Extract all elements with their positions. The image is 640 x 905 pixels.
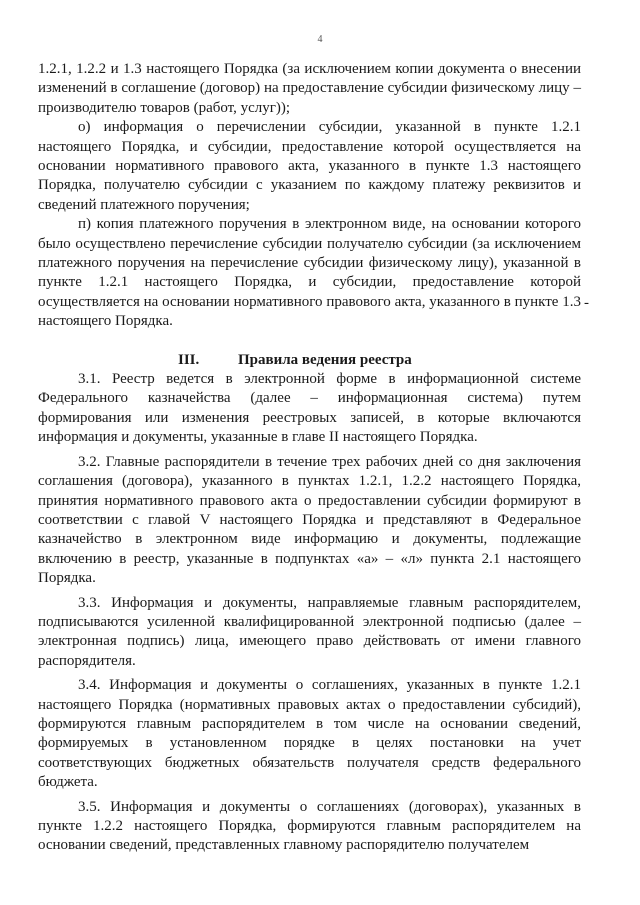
margin-mark: - bbox=[584, 295, 589, 311]
paragraph-3-2: 3.2. Главные распорядители в течение трех рабочих дней со дня заключения соглашения (договора), указанного в пунктах 1.2.1, 1.2.2 настоящего Порядка, принятия нормативного правового акта о предоставлении субсидии формируют в соответствии с главой V настоящего Порядка и представляют в Федеральное казначейство в электронном виде информацию и документы, подлежащие включению в реестр, указанные в подпунктах «а» – «л» пункта 2.1 настоящего Порядка. bbox=[38, 453, 581, 587]
document-body bbox=[38, 60, 581, 856]
paragraph-item-p: п) копия платежного поручения в электронном виде, на основании которого было осуществлено перечисление субсидии получателю субсидии (за исключением платежного поручения на перечисление субсидии физическому лицу), указанной в пункте 1.2.1 настоящего Порядка, и субсидии, предоставление которой осуществляется на основании нормативного правового акта, указанного в пункте 1.3 настоящего Порядка. bbox=[38, 216, 581, 330]
paragraph-item-o: о) информация о перечислении субсидии, указанной в пункте 1.2.1 настоящего Порядка, и субсидии, предоставление которой осуществляется на основании нормативного правового акта, указанного в пункте 1.3 настоящего Порядка, получателю субсидии с указанием по каждому платежу реквизитов и сведений платежного поручения; bbox=[38, 119, 581, 213]
page-number: 4 bbox=[317, 34, 323, 45]
paragraph-3-4: 3.4. Информация и документы о соглашениях, указанных в пункте 1.2.1 настоящего Порядка (нормативных правовых актах о предоставлении субсидий), формируются главным распорядителем в том числе на основании сведений, формируемых в установленном порядке в целях постановки на учет соответствующих бюджетных обязательств получателя средств федерального бюджета. bbox=[38, 677, 581, 791]
paragraph-3-1: 3.1. Реестр ведется в электронной форме в информационной системе Федерального казначейства (далее – информационная система) путем формирования или изменения реестровых записей, в которые включаются информация и документы, указанные в главе II настоящего Порядка. bbox=[38, 371, 581, 446]
section-number: III. bbox=[178, 351, 200, 368]
section-heading bbox=[38, 351, 581, 370]
section-title: Правила ведения реестра bbox=[238, 351, 412, 368]
paragraph-continuation: 1.2.1, 1.2.2 и 1.3 настоящего Порядка (за исключением копии документа о внесении изменений в соглашение (договор) на предоставление субсидии физическому лицу – производителю товаров (работ, услуг)); bbox=[38, 61, 581, 116]
paragraph-3-5: 3.5. Информация и документы о соглашениях (договорах), указанных в пункте 1.2.2 настоящего Порядка, формируются главным распорядителем на основании сведений, представленных главному распорядителю получателем bbox=[38, 798, 581, 854]
paragraph-3-3: 3.3. Информация и документы, направляемые главным распорядителем, подписываются усиленной квалифицированной электронной подписью (далее – электронная подпись) лица, имеющего право действовать от имени главного распорядителя. bbox=[38, 594, 581, 669]
